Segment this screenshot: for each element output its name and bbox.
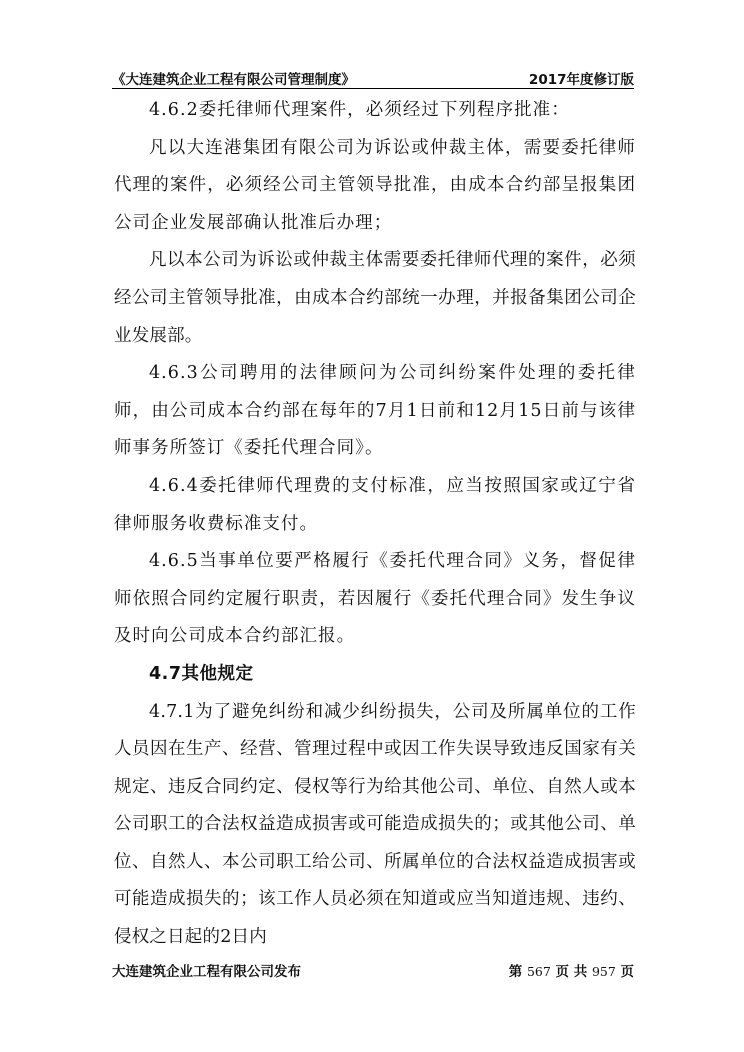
paragraph-4-7-1: 4.7.1为了避免纠纷和减少纠纷损失，公司及所属单位的工作人员因在生产、经营、管理过程中或因工作失误导致违反国家有关规定、违反合同约定、侵权等行为给其他公司、单位、自然人或本公司职工的合法权益造成损害或可能造成损失的；或其他公司、单位、自然人、本公司职工给公司、所属单位的合法权益造成损害或可能造成损失的；该工作人员必须在知道或应当知道违规、违约、侵权之日起的2日内 <box>114 701 636 948</box>
paragraph-company-approval: 凡以本公司为诉讼或仲裁主体需要委托律师代理的案件，必须经公司主管领导批准，由成本合约部统一办理，并报备集团公司企业发展部。 <box>114 250 636 346</box>
publisher-label: 大连建筑企业工程有限公司发布 <box>112 964 301 980</box>
page-mid-label: 页 共 <box>555 964 588 980</box>
page-header <box>112 66 634 89</box>
total-page-number: 957 <box>591 964 616 979</box>
paragraph-4-6-2: 4.6.2委托律师代理案件，必须经过下列程序批准： <box>149 100 570 120</box>
page-footer <box>112 960 634 980</box>
current-page-number: 567 <box>526 964 551 979</box>
paragraph-4-6-5: 4.6.5当事单位要严格履行《委托代理合同》义务，督促律师依照合同约定履行职责，若因履行《委托代理合同》发生争议及时向公司成本合约部汇报。 <box>114 551 636 647</box>
edition-label: 2017年度修订版 <box>528 72 634 88</box>
paragraph-4-6-3: 4.6.3公司聘用的法律顾问为公司纠纷案件处理的委托律师，由公司成本合约部在每年的7月1日前和12月15日前与该律师事务所签订《委托代理合同》。 <box>114 363 636 459</box>
page-suffix: 页 <box>620 964 634 980</box>
document-title: 《大连建筑企业工程有限公司管理制度》 <box>112 72 355 88</box>
document-body <box>114 92 636 957</box>
paragraph-group-approval: 凡以大连港集团有限公司为诉讼或仲裁主体，需要委托律师代理的案件，必须经公司主管领导批准，由成本合约部呈报集团公司企业发展部确认批准后办理； <box>114 137 636 233</box>
page-prefix: 第 <box>508 964 523 980</box>
section-heading-4-7: 4.7其他规定 <box>149 663 254 684</box>
page-indicator <box>509 960 634 980</box>
paragraph-4-6-4: 4.6.4委托律师代理费的支付标准，应当按照国家或辽宁省律师服务收费标准支付。 <box>114 475 636 534</box>
